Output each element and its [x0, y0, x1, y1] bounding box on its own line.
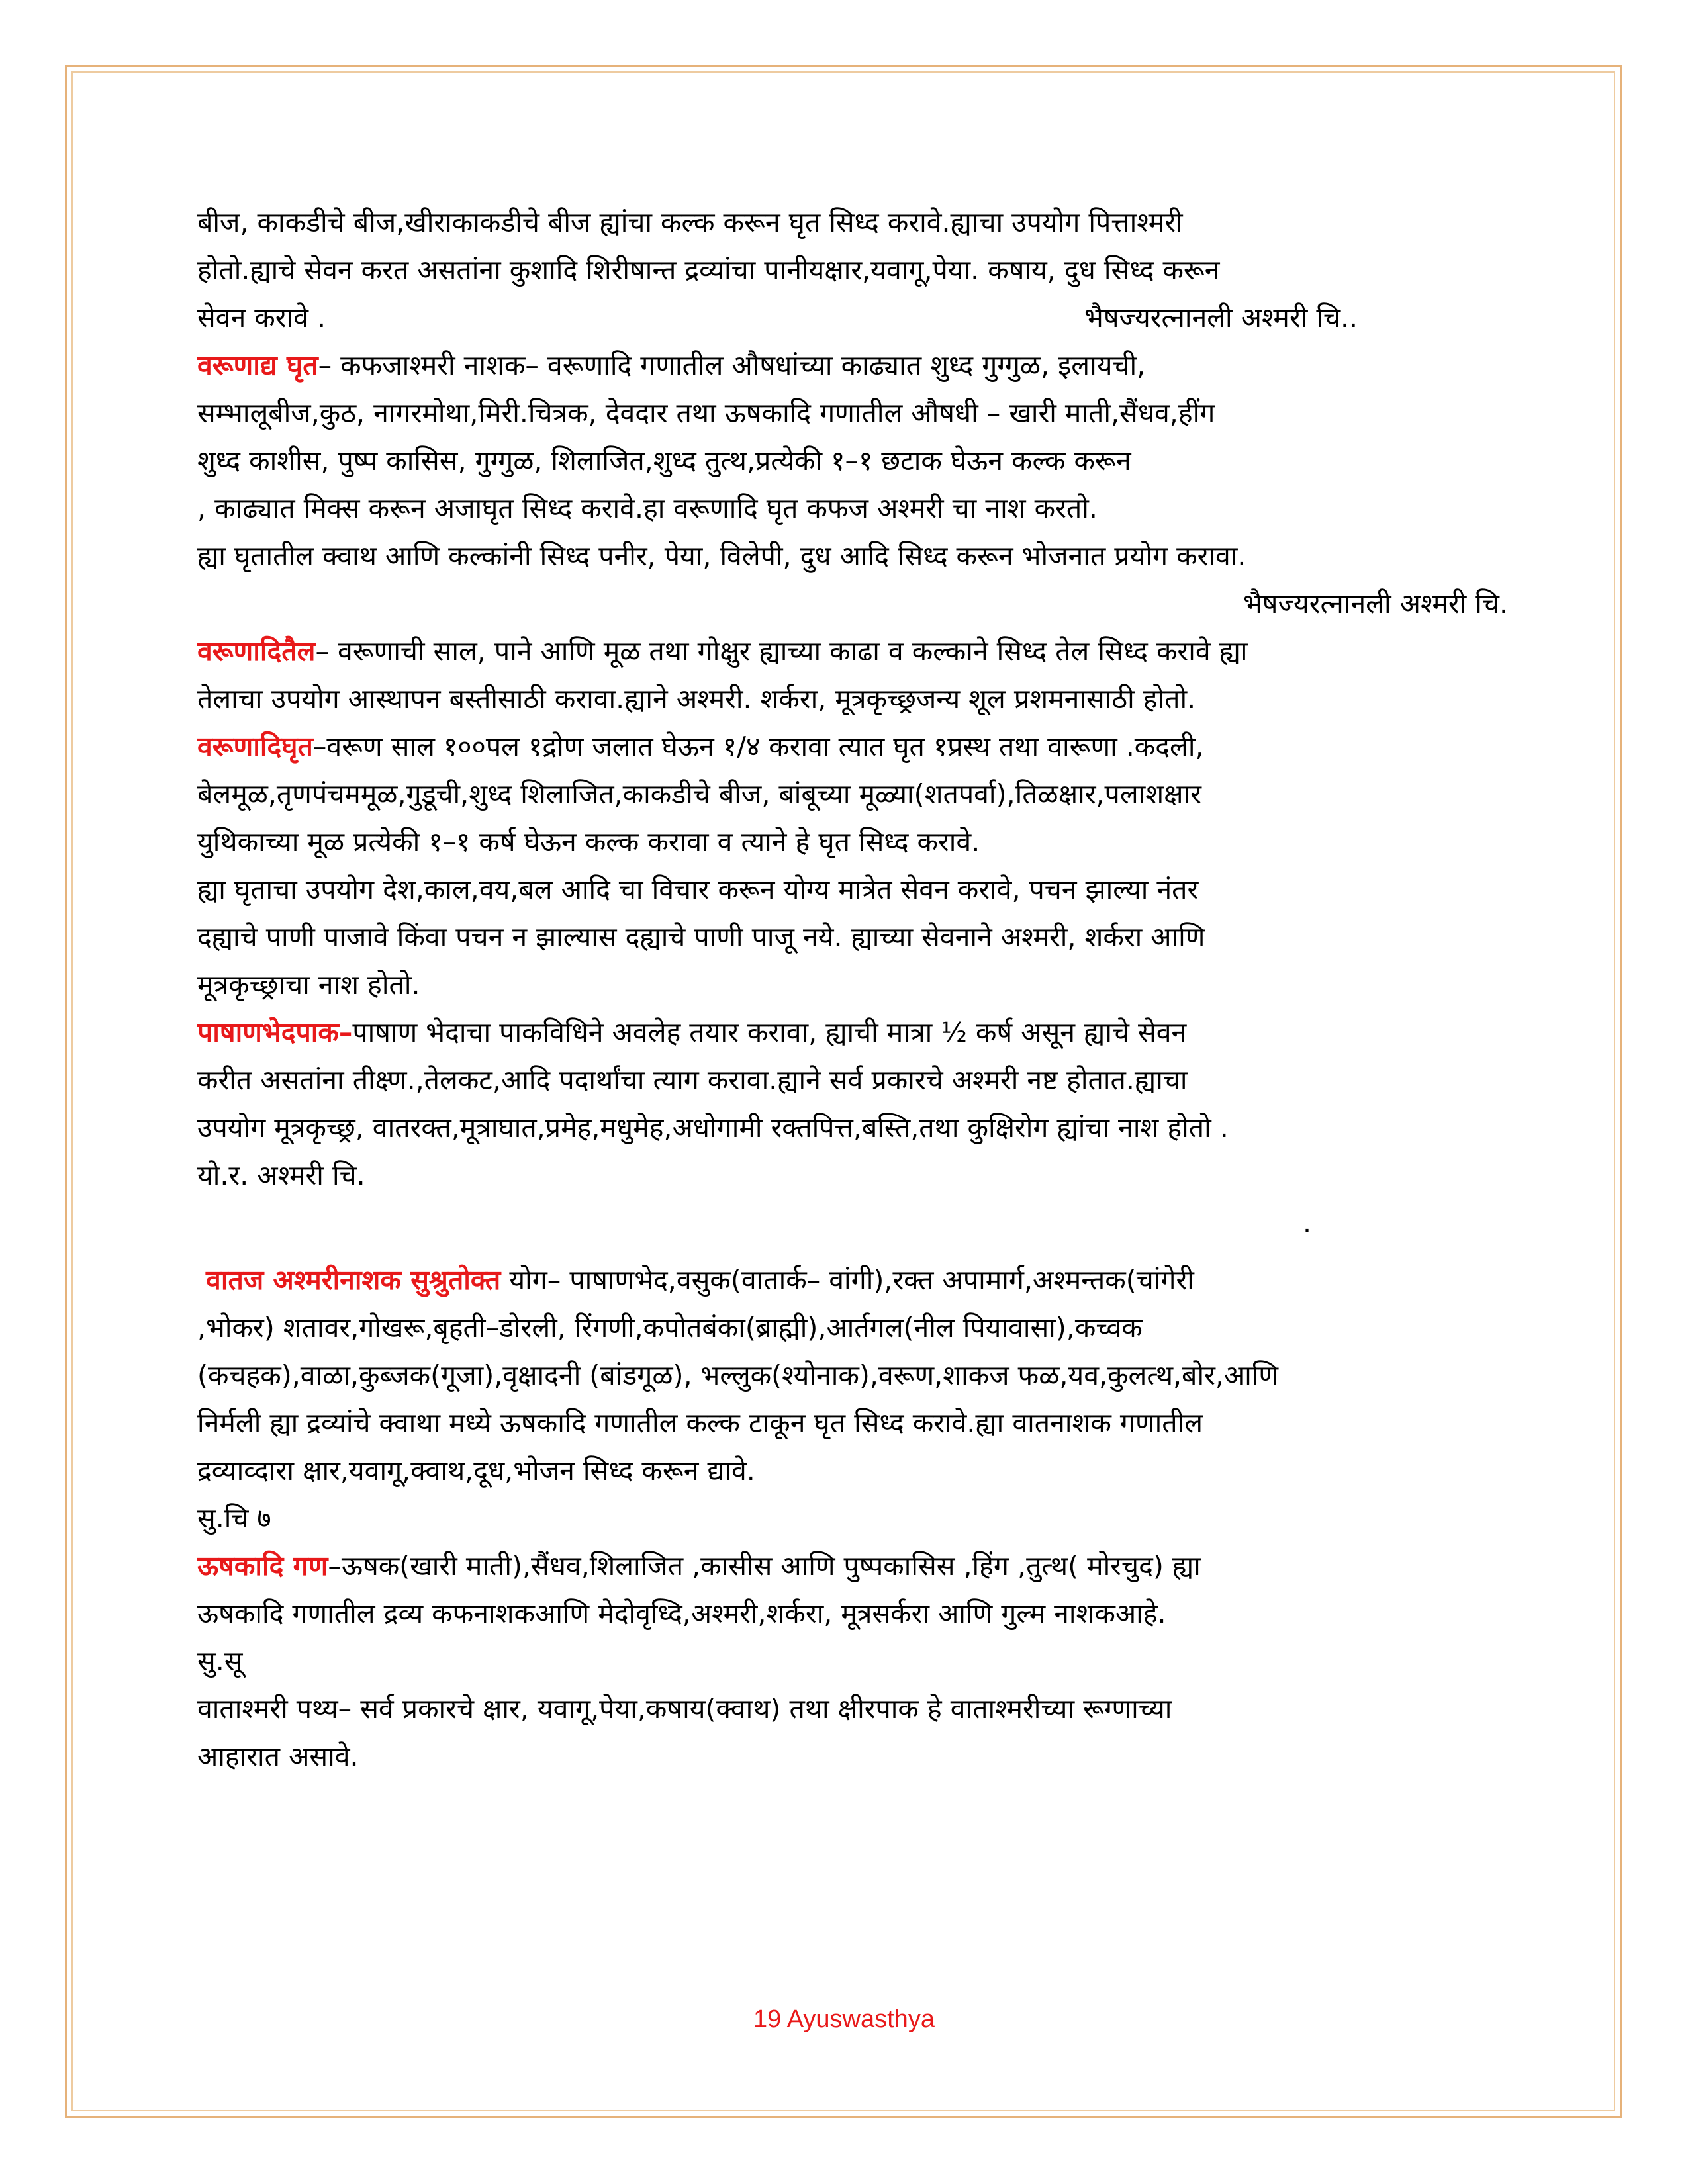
text-line: , काढ्यात मिक्स करून अजाघृत सिध्द करावे.हा वरूणादि घृत कफज अश्मरी चा नाश करतो.: [197, 492, 1098, 524]
text-line: आहारात असावे.: [197, 1741, 359, 1772]
text-line: [197, 341, 1508, 389]
reference-citation: यो.र. अश्मरी चि.: [197, 1160, 365, 1191]
reference-citation: भैषज्यरत्नानली अश्मरी चि..: [1084, 302, 1358, 334]
text-line: ,भोकर) शतावर,गोखरू,बृहती–डोरली, रिंगणी,कपोतबंका(ब्राह्मी),आर्तगल(नील पियावासा),कच्वक: [197, 1312, 1143, 1343]
text-line: युथिकाच्या मूळ प्रत्येकी १–१ कर्ष घेऊन कल्क करावा व त्याने हे घृत सिध्द करावे.: [197, 826, 980, 858]
text-line: [197, 723, 1508, 770]
text-segment: योग– पाषाणभेद,वसुक(वातार्क– वांगी),रक्त अपामार्ग,अश्मन्तक(चांगेरी: [500, 1264, 1194, 1296]
text-line: करीत असतांना तीक्ष्ण.,तेलकट,आदि पदार्थांचा त्याग करावा.ह्याने सर्व प्रकारचे अश्मरी नष्ट होतात.ह्याचा: [197, 1064, 1188, 1096]
text-segment: – वरूणाची साल, पाने आणि मूळ तथा गोक्षुर ह्याच्या काढा व कल्काने सिध्द तेल सिध्द करावे ह्या: [315, 635, 1248, 667]
text-line: द्रव्याव्दारा क्षार,यवागू,क्वाथ,दूध,भोजन सिध्द करून द्यावे.: [197, 1455, 755, 1486]
page-footer: 19 Ayuswasthya: [753, 2005, 935, 2033]
text-line: [197, 294, 1508, 341]
text-line: शुध्द काशीस, पुष्प कासिस, गुग्गुळ, शिलाजित,शुध्द तुत्थ,प्रत्येकी १–१ छटाक घेऊन कल्क करून: [197, 445, 1131, 477]
text-line: मूत्रकृच्छ्राचा नाश होतो.: [197, 969, 420, 1001]
text-line: बीज, काकडीचे बीज,खीराकाकडीचे बीज ह्यांचा कल्क करून घृत सिध्द करावे.ह्याचा उपयोग पित्ताश्मरी: [197, 206, 1183, 238]
reference-citation: भैषज्यरत्नानली अश्मरी चि.: [1243, 588, 1508, 619]
text-line: [197, 1542, 1508, 1590]
section-heading-varunadya-ghrit: वरूणाद्य घृत: [197, 349, 318, 381]
section-heading-ushakadi-gan: ऊषकादि गण: [197, 1550, 328, 1582]
text-line: [197, 627, 1508, 675]
section-heading-varunadighrit: वरूणादिघृत: [197, 731, 313, 762]
stray-dot: .: [1303, 1207, 1312, 1239]
page-content: [197, 199, 1508, 1780]
section-heading-pashanbhedpak: पाषाणभेदपाक–: [197, 1017, 353, 1048]
text-line: वाताश्मरी पथ्य– सर्व प्रकारचे क्षार, यवागू,पेया,कषाय(क्वाथ) तथा क्षीरपाक हे वाताश्मरीच्या रूग्णाच्या: [197, 1693, 1172, 1725]
text-line: निर्मली ह्या द्रव्यांचे क्वाथा मध्ये ऊषकादि गणातील कल्क टाकून घृत सिध्द करावे.ह्या वातनाशक गणातील: [197, 1407, 1203, 1439]
text-line: सम्भालूबीज,कुठ, नागरमोथा,मिरी.चित्रक, देवदार तथा ऊषकादि गणातील औषधी – खारी माती,सैंधव,हींग: [197, 397, 1215, 429]
text-line: ह्या घृताचा उपयोग देश,काल,वय,बल आदि चा विचार करून योग्य मात्रेत सेवन करावे, पचन झाल्या नंतर: [197, 874, 1199, 905]
text-line: उपयोग मूत्रकृच्छ्र, वातरक्त,मूत्राघात,प्रमेह,मधुमेह,अधोगामी रक्तपित्त,बस्ति,तथा कुक्षिरोग ह्यांचा नाश होतो .: [197, 1112, 1229, 1144]
text-line: (कचहक),वाळा,कुब्जक(गूजा),वृक्षादनी (बांडगूळ), भल्लुक(श्योनाक),वरूण,शाकज फळ,यव,कुलत्थ,बोर,आणि: [197, 1359, 1279, 1391]
blank-line: [197, 1199, 1508, 1247]
reference-citation: सु.सू: [197, 1645, 243, 1677]
section-heading-varunaditail: वरूणादितैल: [197, 635, 316, 667]
text-line: ह्या घृतातील क्वाथ आणि कल्कांनी सिध्द पनीर, पेया, विलेपी, दुध आदि सिध्द करून भोजनात प्रयोग करावा.: [197, 540, 1246, 572]
text-line: ऊषकादि गणातील द्रव्य कफनाशकआणि मेदोवृध्दि,अश्मरी,शर्करा, मूत्रसर्करा आणि गुल्म नाशकआहे.: [197, 1598, 1166, 1629]
text-line: [197, 1009, 1508, 1056]
text-line: होतो.ह्याचे सेवन करत असतांना कुशादि शिरीषान्त द्रव्यांचा पानीयक्षार,यवागू,पेया. कषाय, दुध सिध्द करून: [197, 254, 1220, 286]
text-segment: –वरूण साल १००पल १द्रोण जलात घेऊन १/४ करावा त्यात घृत १प्रस्थ तथा वारूणा .कदली,: [312, 731, 1204, 762]
reference-citation: सु.चि ७: [197, 1502, 271, 1534]
section-heading-vataj-ashmari: वातज अश्मरीनाशक सुश्रुतोक्त: [206, 1264, 501, 1296]
text-line: तेलाचा उपयोग आस्थापन बस्तीसाठी करावा.ह्याने अश्मरी. शर्करा, मूत्रकृच्छ्रजन्य शूल प्रशमनासाठी होतो.: [197, 683, 1196, 715]
text-segment: पाषाण भेदाचा पाकविधिने अवलेह तयार करावा, ह्याची मात्रा ½ कर्ष असून ह्याचे सेवन: [352, 1017, 1187, 1048]
text-line: दह्याचे पाणी पाजावे किंवा पचन न झाल्यास दह्याचे पाणी पाजू नये. ह्याच्या सेवनाने अश्मरी, शर्करा आणि: [197, 921, 1205, 953]
text-segment: – कफजाश्मरी नाशक– वरूणादि गणातील औषधांच्या काढ्यात शुध्द गुग्गुळ, इलायची,: [318, 349, 1146, 381]
text-segment: –ऊषक(खारी माती),सैंधव,शिलाजित ,कासीस आणि पुष्पकासिस ,हिंग ,तुत्थ( मोरचुद) ह्या: [328, 1550, 1201, 1582]
text-line: बेलमूळ,तृणपंचममूळ,गुडूची,शुध्द शिलाजित,काकडीचे बीज, बांबूच्या मूळ्या(शतपर्वा),तिळक्षार,पलाशक्षार: [197, 778, 1201, 810]
text-segment: सेवन करावे .: [197, 302, 326, 334]
text-line: [197, 1256, 1508, 1304]
